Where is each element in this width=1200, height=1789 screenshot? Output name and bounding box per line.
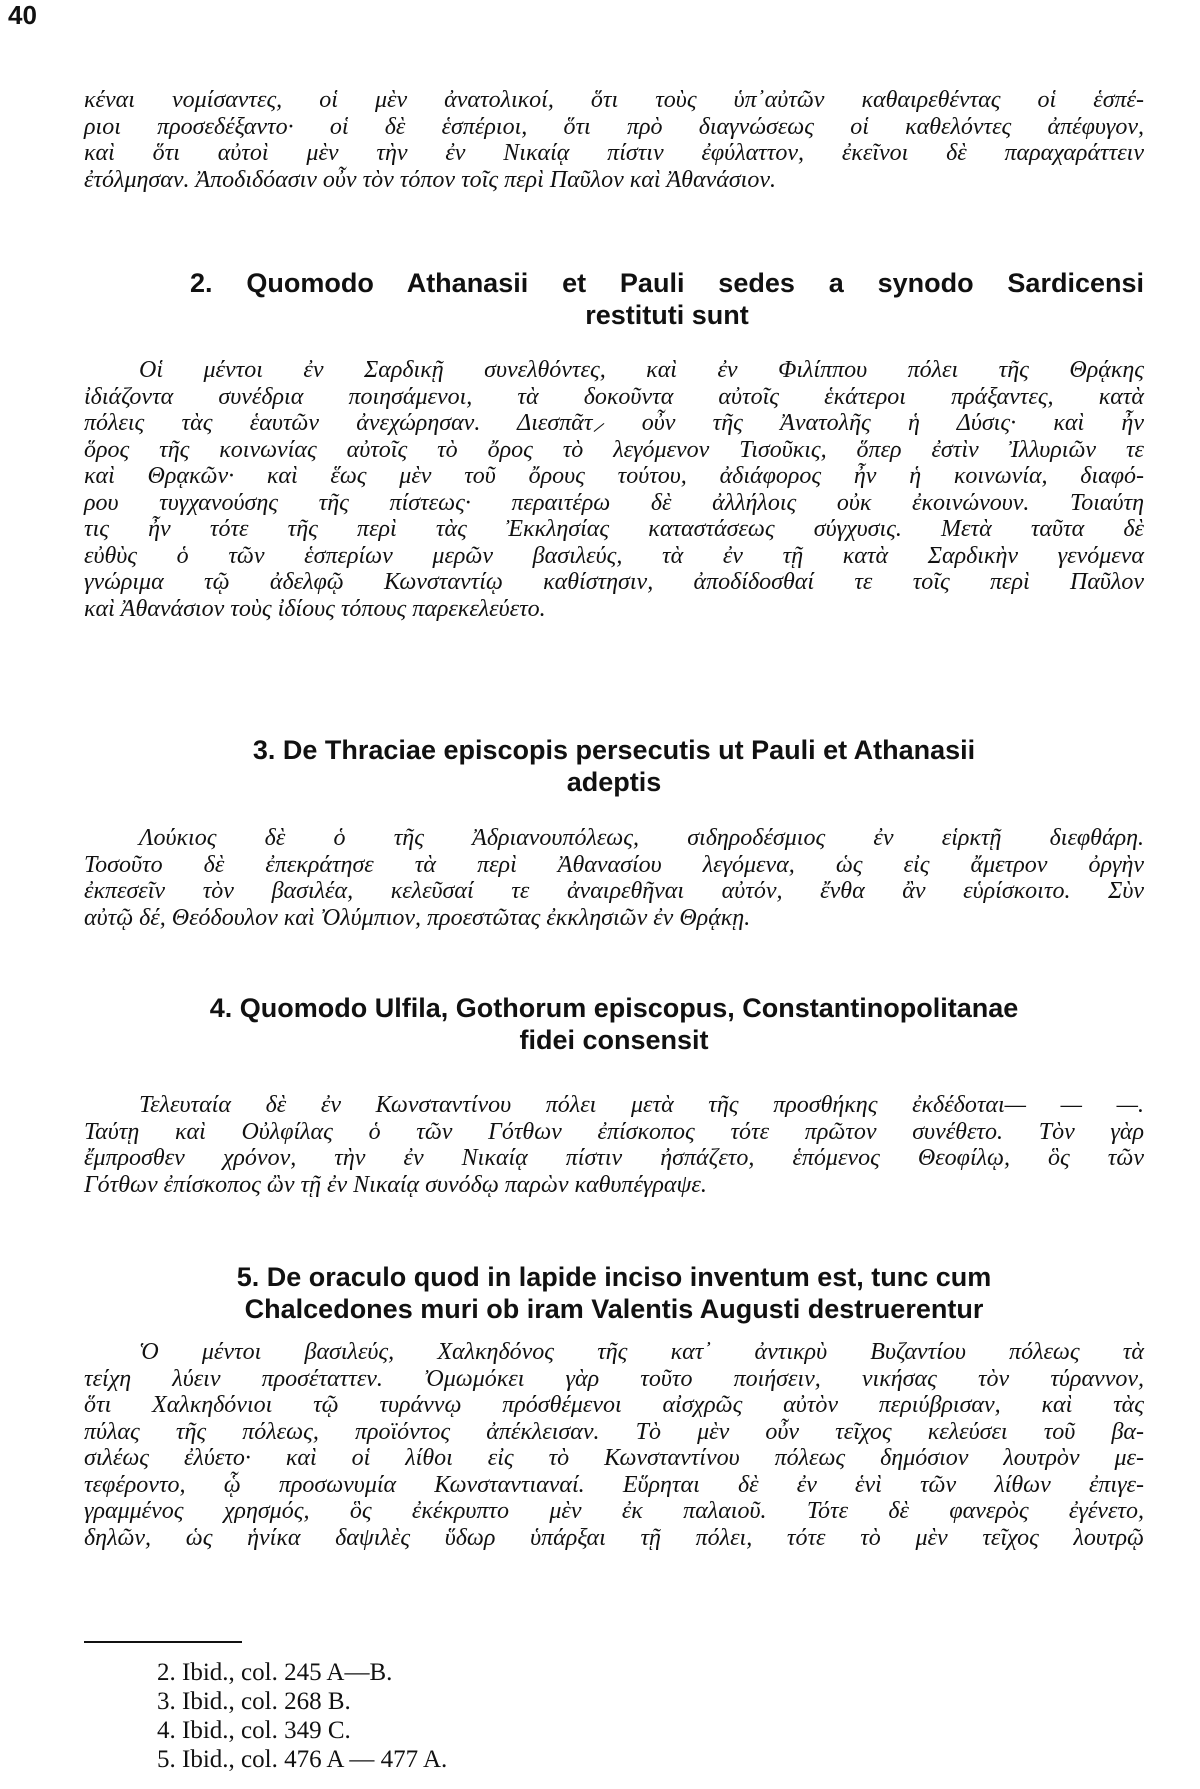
paragraph-4 [84,1092,1144,1198]
text-line: καὶ ὅτι αὐτοὶ μὲν τὴν ἐν Νικαίᾳ πίστιν ἐφύλαττον, ἐκεῖνοι δὲ παραχαράττειν [84,140,1144,166]
footnote: 4. Ibid., col. 349 C. [157,1717,351,1744]
section-heading-4 [84,992,1144,1056]
text-line: δηλῶν, ὡς ἡνίκα δαψιλὲς ὕδωρ ὑπάρξαι τῇ πόλει, τότε τὸ μὲν τεῖχος λουτρῷ [84,1524,1144,1551]
section-heading-2 [190,267,1144,331]
footnote: 5. Ibid., col. 476 A — 477 A. [157,1746,448,1773]
footnote: 3. Ibid., col. 268 B. [157,1688,351,1715]
text-line: ἐκπεσεῖν τὸν βασιλέα, κελεῦσαί τε ἀναιρεθῆναι αὐτόν, ἔνθα ἂν εὑρίσκοιτο. Σὺν [84,878,1144,904]
page-number: 40 [8,0,37,30]
text-line: ἐτόλμησαν. Ἀποδιδόασιν οὖν τὸν τόπον τοῖς περὶ Παῦλον καὶ Ἀθανάσιον. [84,166,776,193]
text-line: Λούκιος δὲ ὁ τῆς Ἀδριανουπόλεως, σιδηροδέσμιος ἐν εἱρκτῇ διεφθάρη. [139,825,1144,851]
text-line: Γότθων ἐπίσκοπος ὢν τῇ ἐν Νικαίᾳ συνόδῳ παρὼν καθυπέγραψε. [84,1171,707,1198]
section-heading-5 [84,1261,1144,1325]
text-line: καὶ Ἀθανάσιον τοὺς ἰδίους τόπους παρεκελεύετο. [84,595,546,622]
text-line: Τελευταία δὲ ἐν Κωνσταντίνου πόλει μετὰ τῆς προσθήκης ἐκδέδοται— — —. [139,1092,1144,1118]
heading-line: restituti sunt [585,300,749,330]
paragraph-3 [84,825,1144,931]
text-line: κέναι νομίσαντες, οἱ μὲν ἀνατολικοί, ὅτι τοὺς ὑπ᾿αὐτῶν καθαιρεθέντας οἱ ἑσπέ- [84,87,1144,113]
heading-line: 2. Quomodo Athanasii et Pauli sedes a synodo Sardicensi [190,268,1144,298]
section-heading-3 [84,734,1144,798]
paragraph-2 [84,357,1144,622]
text-line: γνώριμα τῷ ἀδελφῷ Κωνσταντίῳ καθίστησιν, ἀποδίδοσθαί τε τοῖς περὶ Παῦλον [84,569,1144,595]
text-line: ὅτι Χαλκηδόνιοι τῷ τυράννῳ πρόσθέμενοι αἰσχρῶς αὐτὸν περιύβρισαν, καὶ τὰς [84,1392,1144,1418]
text-line: σιλέως ἐλύετο· καὶ οἱ λίθοι εἰς τὸ Κωνσταντίνου πόλεως δημόσιον λουτρὸν με- [84,1445,1144,1471]
heading-line: 3. De Thraciae episcopis persecutis ut Pauli et Athanasii [252,735,976,765]
heading-line: Chalcedones muri ob iram Valentis Augusti destruerentur [244,1294,984,1324]
text-line: τεφέροντο, ᾧ προσωνυμία Κωνσταντιαναί. Εὕρηται δὲ ἐν ἑνὶ τῶν λίθων ἐπιγε- [84,1471,1144,1498]
heading-line: 4. Quomodo Ulfila, Gothorum episcopus, Constantinopolitanae [209,993,1019,1023]
text-line: πόλεις τὰς ἑαυτῶν ἀνεχώρησαν. Διεσπᾶτ⸝ οὖν τῆς Ἀνατολῆς ἡ Δύσις· καὶ ἦν [84,410,1144,436]
text-line: πύλας τῆς πόλεως, προϊόντος ἀπέκλεισαν. Τὸ μὲν οὖν τεῖχος κελεύσει τοῦ βα- [84,1418,1144,1445]
text-line: ἰδιάζοντα συνέδρια ποιησάμενοι, τὰ δοκοῦντα αὐτοῖς ἑκάτεροι πράξαντες, κατὰ [84,383,1144,410]
heading-line: adeptis [566,767,662,797]
text-line: Τοσοῦτο δὲ ἐπεκράτησε τὰ περὶ Ἀθανασίου λεγόμενα, ὡς εἰς ἄμετρον ὀργὴν [84,851,1144,878]
text-line: ὅρος τῆς κοινωνίας αὐτοῖς τὸ ὄρος τὸ λεγόμενον Τισοῦκις, ὅπερ ἐστὶν Ἰλλυριῶν τε [84,436,1144,463]
heading-line: 5. De oraculo quod in lapide inciso inventum est, tunc cum [236,1262,992,1292]
text-line: γραμμένος χρησμός, ὃς ἐκέκρυπτο μὲν ἐκ παλαιοῦ. Τότε δὲ φανερὸς ἐγένετο, [84,1498,1144,1524]
text-line: τις ἦν τότε τῆς περὶ τὰς Ἐκκλησίας καταστάσεως σύγχυσις. Μετὰ ταῦτα δὲ [84,516,1144,542]
text-line: ρου τυγχανούσης τῆς πίστεως· περαιτέρω δὲ ἀλλήλοις οὐκ ἐκοινώνουν. Τοιαύτη [84,489,1144,516]
text-line: ἔμπροσθεν χρόνον, τὴν ἐν Νικαίᾳ πίστιν ἠσπάζετο, ἑπόμενος Θεοφίλῳ, ὃς τῶν [84,1145,1144,1171]
text-line: ριοι προσεδέξαντο· οἱ δὲ ἑσπέριοι, ὅτι πρὸ διαγνώσεως οἱ καθελόντες ἀπέφυγον, [84,113,1144,140]
text-line: εὐθὺς ὁ τῶν ἑσπερίων μερῶν βασιλεύς, τὰ ἐν τῇ κατὰ Σαρδικὴν γενόμενα [84,542,1144,569]
text-line: Ταύτῃ καὶ Οὐλφίλας ὁ τῶν Γότθων ἐπίσκοπος τότε πρῶτον συνέθετο. Τὸν γὰρ [84,1118,1144,1145]
heading-line: fidei consensit [519,1025,709,1055]
paragraph-5 [84,1339,1144,1551]
text-line: Οἱ μέντοι ἐν Σαρδικῇ συνελθόντες, καὶ ἐν Φιλίππου πόλει τῆς Θρᾴκης [139,357,1144,383]
text-line: αὐτῷ δέ, Θεόδουλον καὶ Ὀλύμπιον, προεστῶτας ἐκκλησιῶν ἐν Θρᾴκῃ. [84,904,751,931]
footnote: 2. Ibid., col. 245 A—B. [157,1659,393,1686]
text-line: Ὁ μέντοι βασιλεύς, Χαλκηδόνος τῆς κατ᾿ ἀντικρὺ Βυζαντίου πόλεως τὰ [139,1339,1144,1365]
text-line: καὶ Θρᾳκῶν· καὶ ἕως μὲν τοῦ ὄρους τούτου, ἀδιάφορος ἦν ἡ κοινωνία, διαφό- [84,463,1144,489]
text-line: τείχη λύειν προσέταττεν. Ὀμωμόκει γὰρ τοῦτο ποιήσειν, νικήσας τὸν τύραννον, [84,1365,1144,1392]
footnote-divider [84,1641,242,1643]
footnotes [157,1658,447,1774]
paragraph-1 [84,87,1144,193]
